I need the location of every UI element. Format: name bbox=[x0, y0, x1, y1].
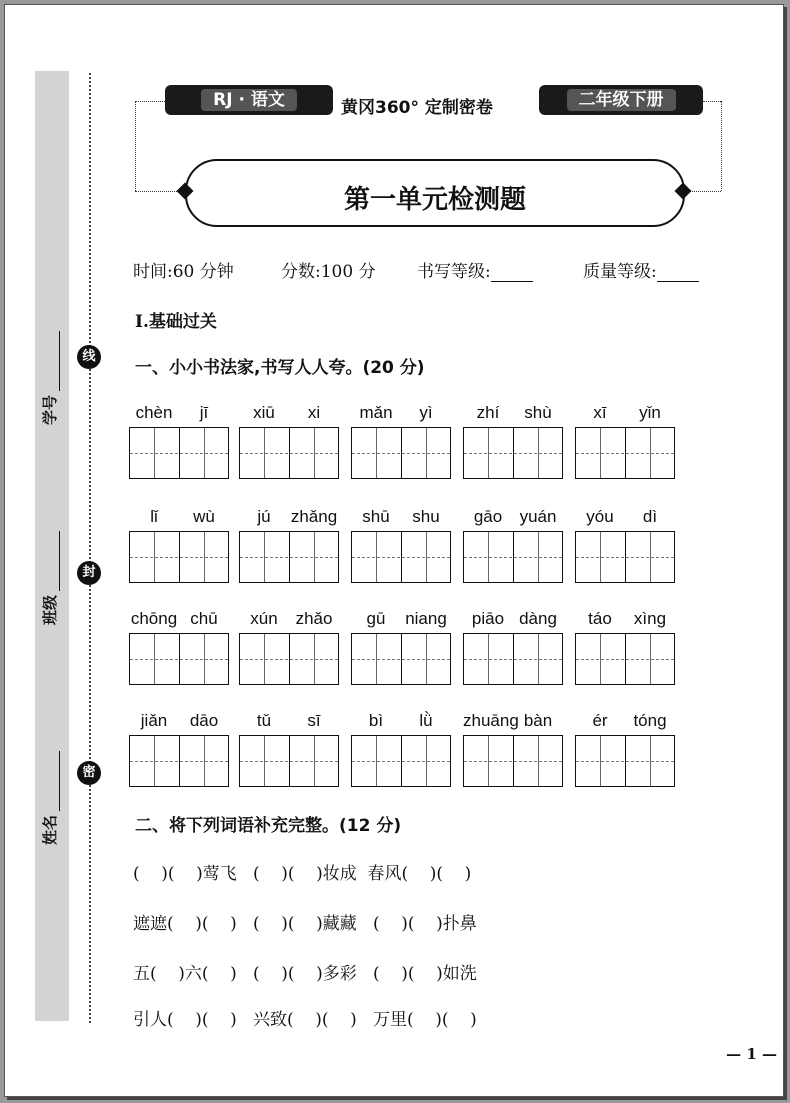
pinyin-syllable: zhuāng bbox=[463, 711, 519, 730]
writing-grade: 书写等级: bbox=[417, 257, 533, 282]
seal-line-mark: 线 bbox=[77, 345, 101, 369]
pinyin-syllable: gāo bbox=[473, 507, 503, 526]
word-group bbox=[239, 507, 339, 585]
word-group bbox=[463, 711, 563, 789]
quality-grade: 质量等级: bbox=[583, 257, 699, 282]
word-group bbox=[129, 403, 229, 481]
header-dots-right bbox=[703, 101, 721, 102]
brand-title: 黄冈360° 定制密卷 bbox=[341, 98, 493, 118]
writing-grid[interactable] bbox=[239, 633, 339, 685]
pinyin-syllable: xi bbox=[307, 403, 321, 422]
word-group bbox=[351, 403, 451, 481]
writing-grid[interactable] bbox=[129, 531, 229, 583]
pinyin-syllable: jiǎn bbox=[140, 711, 168, 730]
score-info: 分数:100 分 bbox=[281, 262, 376, 282]
pinyin bbox=[129, 507, 229, 529]
word-group bbox=[239, 403, 339, 481]
pinyin-syllable: jú bbox=[257, 507, 271, 526]
word-group bbox=[129, 507, 229, 585]
header-vdots-right bbox=[721, 101, 722, 191]
pinyin-syllable: xún bbox=[250, 609, 278, 628]
pinyin-syllable: yì bbox=[419, 403, 433, 422]
writing-grid[interactable] bbox=[239, 531, 339, 583]
pinyin-syllable: dāo bbox=[189, 711, 219, 730]
pinyin-syllable: shù bbox=[524, 403, 552, 422]
word-group bbox=[129, 711, 229, 789]
writing-grid[interactable] bbox=[463, 735, 563, 787]
pinyin bbox=[351, 507, 451, 529]
word-group bbox=[239, 609, 339, 687]
pinyin-syllable: xī bbox=[593, 403, 607, 422]
pinyin bbox=[575, 507, 675, 529]
pinyin bbox=[239, 507, 339, 529]
pinyin-syllable: xìng bbox=[633, 609, 667, 628]
pinyin bbox=[129, 711, 229, 733]
pinyin-syllable: tǔ bbox=[256, 711, 272, 730]
pinyin bbox=[239, 403, 339, 425]
writing-grid[interactable] bbox=[239, 735, 339, 787]
pinyin-syllable: bì bbox=[368, 711, 384, 730]
pinyin-syllable: mǎn bbox=[359, 403, 393, 422]
writing-grid[interactable] bbox=[129, 427, 229, 479]
pinyin-syllable: sī bbox=[307, 711, 321, 730]
fill-line-4[interactable]: 引人( )( ) 兴致( )( ) 万里( )( ) bbox=[133, 1010, 477, 1030]
header-vdots-left bbox=[135, 101, 136, 191]
pinyin-syllable: jī bbox=[199, 403, 209, 422]
pinyin-syllable: lǐ bbox=[150, 507, 158, 526]
name-label: 姓名 bbox=[39, 725, 60, 845]
fill-line-1[interactable]: ( )( )莺飞 ( )( )妆成 春风( )( ) bbox=[133, 864, 472, 884]
pinyin bbox=[463, 711, 563, 733]
fill-line-3[interactable]: 五( )六( ) ( )( )多彩 ( )( )如洗 bbox=[133, 964, 477, 984]
pinyin-syllable: lǜ bbox=[419, 711, 433, 730]
word-group bbox=[351, 507, 451, 585]
word-group bbox=[463, 507, 563, 585]
pinyin bbox=[575, 403, 675, 425]
subject-badge: RJ · 语文 bbox=[165, 85, 333, 115]
pinyin bbox=[351, 403, 451, 425]
pinyin-syllable: ér bbox=[592, 711, 608, 730]
pinyin-syllable: piāo bbox=[471, 609, 505, 628]
pinyin-syllable: zhí bbox=[476, 403, 500, 422]
fill-line-2[interactable]: 遮遮( )( ) ( )( )藏藏 ( )( )扑鼻 bbox=[133, 914, 477, 934]
cut-line bbox=[89, 73, 91, 1023]
pinyin bbox=[463, 403, 563, 425]
pinyin-syllable: yǐn bbox=[639, 403, 661, 422]
pinyin-syllable: yuán bbox=[519, 507, 557, 526]
grade-badge: 二年级下册 bbox=[539, 85, 703, 115]
writing-grid[interactable] bbox=[129, 735, 229, 787]
section-basic: Ⅰ.基础过关 bbox=[135, 312, 217, 332]
writing-grid[interactable] bbox=[575, 633, 675, 685]
pinyin-syllable: wù bbox=[193, 507, 215, 526]
pinyin-syllable: shū bbox=[362, 507, 390, 526]
header-dots-left-bottom bbox=[135, 191, 179, 192]
word-group bbox=[575, 403, 675, 481]
pinyin-syllable: chōng bbox=[130, 609, 178, 628]
class-label: 班级 bbox=[39, 505, 60, 625]
page-number: — 1 — bbox=[726, 1045, 777, 1063]
question-2-title: 二、将下列词语补充完整。(12 分) bbox=[135, 816, 402, 836]
pinyin-syllable: chū bbox=[190, 609, 218, 628]
word-group bbox=[575, 609, 675, 687]
time-info: 时间:60 分钟 bbox=[133, 262, 234, 282]
student-no-label: 学号 bbox=[39, 305, 60, 425]
pinyin bbox=[351, 711, 451, 733]
writing-grid[interactable] bbox=[575, 427, 675, 479]
pinyin bbox=[239, 609, 339, 631]
writing-grid[interactable] bbox=[351, 735, 451, 787]
pinyin-syllable: dàng bbox=[519, 609, 557, 628]
writing-grid[interactable] bbox=[129, 633, 229, 685]
word-group bbox=[351, 711, 451, 789]
writing-grade-blank[interactable] bbox=[491, 267, 533, 282]
word-group bbox=[463, 403, 563, 481]
pinyin bbox=[575, 609, 675, 631]
header-dots-left bbox=[135, 101, 165, 102]
writing-grid[interactable] bbox=[463, 633, 563, 685]
header-dots-right-bottom bbox=[689, 191, 721, 192]
pinyin-syllable: xiū bbox=[253, 403, 275, 422]
writing-grid[interactable] bbox=[463, 531, 563, 583]
writing-grid[interactable] bbox=[463, 427, 563, 479]
seal-seal-mark: 封 bbox=[77, 561, 101, 585]
pinyin bbox=[463, 609, 563, 631]
pinyin-syllable: dì bbox=[642, 507, 658, 526]
pinyin bbox=[575, 711, 675, 733]
word-group bbox=[575, 711, 675, 789]
pinyin-syllable: niang bbox=[405, 609, 447, 628]
pinyin-syllable: tóng bbox=[633, 711, 667, 730]
word-group bbox=[575, 507, 675, 585]
exam-title: 第一单元检测题 bbox=[343, 185, 526, 215]
exam-page bbox=[4, 4, 784, 1097]
seal-mi-mark: 密 bbox=[77, 761, 101, 785]
writing-grid[interactable] bbox=[351, 531, 451, 583]
writing-grid[interactable] bbox=[351, 427, 451, 479]
pinyin-syllable: zhǎo bbox=[295, 609, 333, 628]
writing-grid[interactable] bbox=[239, 427, 339, 479]
writing-grid[interactable] bbox=[351, 633, 451, 685]
pinyin bbox=[463, 507, 563, 529]
pinyin bbox=[129, 609, 229, 631]
writing-grid[interactable] bbox=[575, 531, 675, 583]
word-group bbox=[351, 609, 451, 687]
pinyin bbox=[239, 711, 339, 733]
pinyin-syllable: bàn bbox=[523, 711, 553, 730]
pinyin-syllable: shu bbox=[412, 507, 440, 526]
question-1-title: 一、小小书法家,书写人人夸。(20 分) bbox=[135, 358, 425, 378]
pinyin bbox=[351, 609, 451, 631]
pinyin-syllable: yóu bbox=[586, 507, 614, 526]
pinyin-syllable: zhǎng bbox=[290, 507, 338, 526]
word-group bbox=[239, 711, 339, 789]
pinyin bbox=[129, 403, 229, 425]
pinyin-syllable: táo bbox=[588, 609, 612, 628]
word-group bbox=[463, 609, 563, 687]
quality-grade-blank[interactable] bbox=[657, 267, 699, 282]
pinyin-syllable: gū bbox=[366, 609, 386, 628]
pinyin-syllable: chèn bbox=[135, 403, 173, 422]
word-group bbox=[129, 609, 229, 687]
writing-grid[interactable] bbox=[575, 735, 675, 787]
